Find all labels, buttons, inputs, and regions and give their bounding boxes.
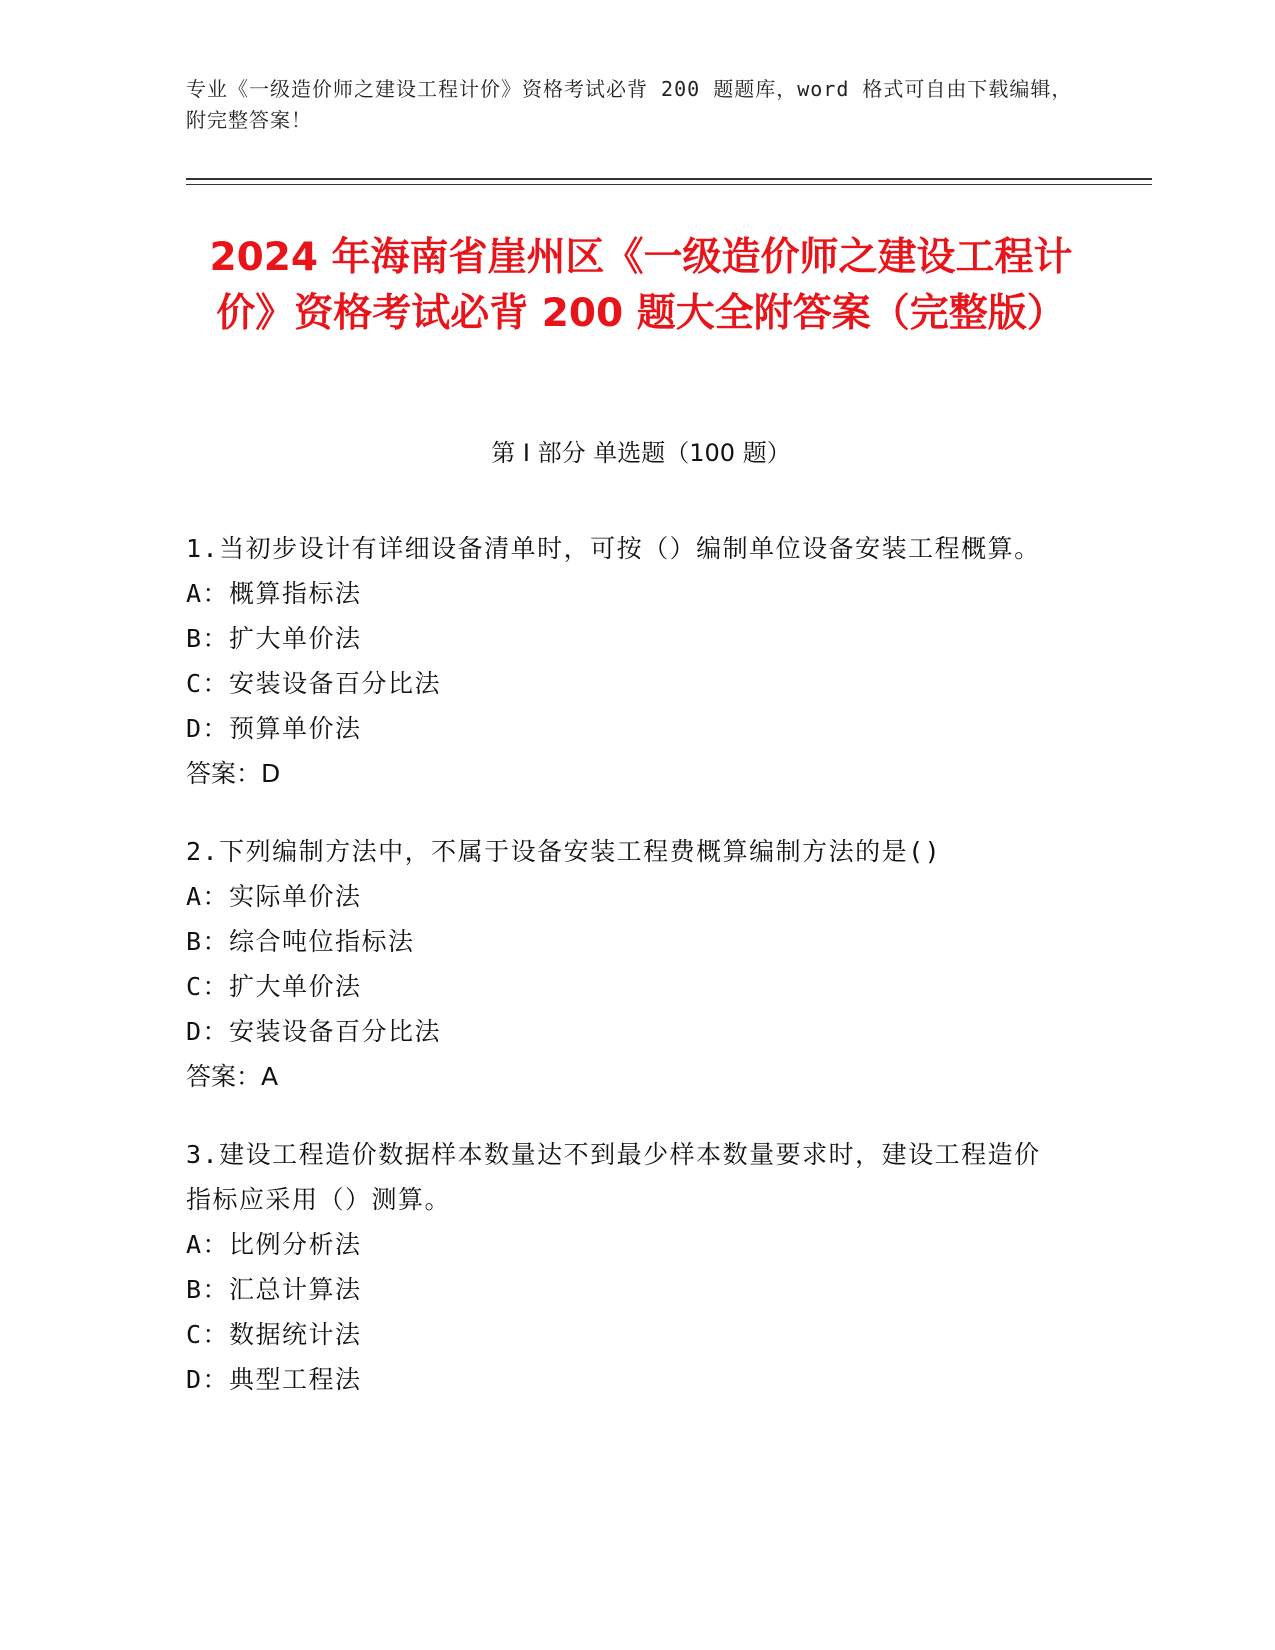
question-list — [186, 526, 1066, 1435]
option-d: D：典型工程法 — [186, 1365, 362, 1394]
option-d: D：预算单价法 — [186, 714, 362, 743]
option-a: A：概算指标法 — [186, 579, 362, 608]
option-b: B：扩大单价法 — [186, 624, 362, 653]
answer: 答案：D — [186, 759, 281, 788]
option-a: A：实际单价法 — [186, 882, 362, 911]
option-c: C：安装设备百分比法 — [186, 669, 442, 698]
option-c: C：扩大单价法 — [186, 972, 362, 1001]
answer: 答案：A — [186, 1062, 279, 1091]
question-stem: 1.当初步设计有详细设备清单时，可按（）编制单位设备安装工程概算。 — [186, 534, 1041, 563]
header-note: 专业《一级造价师之建设工程计价》资格考试必背 200 题题库，word 格式可自由下载编辑，附完整答案！ — [186, 77, 1073, 132]
document-title: 2024 年海南省崖州区《一级造价师之建设工程计价》资格考试必背 200 题大全附答案（完整版） — [209, 235, 1073, 336]
question-1 — [186, 526, 1066, 796]
question-2 — [186, 829, 1066, 1099]
header-divider-thin — [186, 184, 1152, 185]
option-a: A：比例分析法 — [186, 1230, 362, 1259]
option-b: B：汇总计算法 — [186, 1275, 362, 1304]
option-b: B：综合吨位指标法 — [186, 927, 415, 956]
question-3 — [186, 1132, 1066, 1402]
header-divider-thick — [186, 178, 1152, 180]
question-stem: 3.建设工程造价数据样本数量达不到最少样本数量要求时，建设工程造价指标应采用（）测算。 — [186, 1140, 1041, 1214]
option-c: C：数据统计法 — [186, 1320, 362, 1349]
section-title: 第 I 部分 单选题（100 题） — [491, 439, 791, 467]
option-d: D：安装设备百分比法 — [186, 1017, 442, 1046]
question-stem: 2.下列编制方法中，不属于设备安装工程费概算编制方法的是() — [186, 837, 942, 866]
